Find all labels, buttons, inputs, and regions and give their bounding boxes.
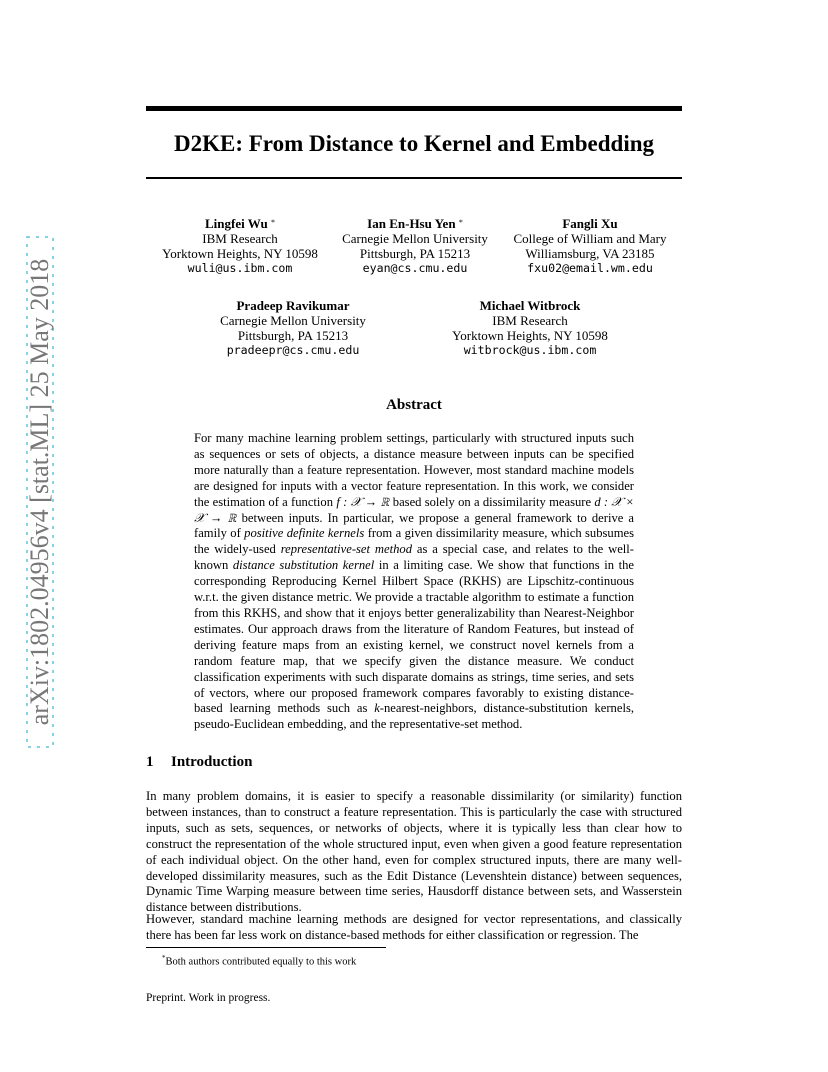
abstract-text: For many machine learning problem settings, particularly with structured inputs such as sequences or sets of objects, a distance measure between inputs can be specified more naturally than a feature representation. However, most standard machine models are designed for inputs with a vector feature representation. In this work, we consider the estimation of a function f : 𝒳 → ℝ based solely on a dissimilarity measure d : 𝒳 × 𝒳 → ℝ between inputs. In particular, we propose a general framework to derive a family of positive definite kernels from a given dissimilarity measure, which subsumes the widely-used representative-set method as a special case, and relates to the well-known distance substitution kernel in a limiting case. We show that functions in the corresponding Reproducing Kernel Hilbert Space (RKHS) are Lipschitz-continuous w.r.t. the given distance metric. We provide a tractable algorithm to estimate a function from this RKHS, and show that it enjoys better generalizability than Nearest-Neighbor estimates. Our approach draws from the literature of Random Features, but instead of deriving feature maps from an existing kernel, we construct novel kernels from a random feature map, that we specify given the distance measure. We conduct classification experiments with such disparate domains as strings, time series, and sets of vectors, where our proposed framework compares favorably to existing distance-based learning methods such as k-nearest-neighbors, distance-substitution kernels, pseudo-Euclidean embedding, and the representative-set method.	[194, 431, 635, 732]
title-bottom-rule	[146, 177, 682, 179]
title-top-rule	[146, 106, 682, 111]
author-affiliation: Carnegie Mellon University	[342, 231, 488, 246]
author-email: eyan@cs.cmu.edu	[362, 261, 468, 275]
author-address: Pittsburgh, PA 15213	[359, 246, 471, 261]
author-block	[499, 216, 681, 276]
author-name: Lingfei Wu *	[205, 216, 275, 231]
author-email: pradeepr@cs.cmu.edu	[226, 343, 360, 357]
author-name: Pradeep Ravikumar	[236, 298, 350, 313]
section-heading	[146, 753, 252, 771]
footnote: *Both authors contributed equally to this work	[162, 954, 357, 968]
paper-title: D2KE: From Distance to Kernel and Embedding	[173, 131, 655, 156]
author-email: fxu02@email.wm.edu	[527, 261, 653, 275]
author-block	[150, 216, 330, 276]
author-address: Yorktown Heights, NY 10598	[452, 328, 608, 343]
intro-paragraph: However, standard machine learning methods are designed for vector representations, and classically there has been far less work on distance-based methods for either classification or regression. The	[146, 912, 682, 942]
math-dissimilarity-signature: d : 𝒳 × 𝒳 → ℝ	[194, 494, 635, 525]
author-block	[203, 298, 383, 358]
emphasis-term: distance substitution kernel	[232, 558, 375, 573]
author-affiliation: College of William and Mary	[513, 231, 667, 246]
author-address: Yorktown Heights, NY 10598	[162, 246, 318, 261]
emphasis-term: representative-set method	[280, 542, 412, 557]
arxiv-identifier: arXiv:1802.04956v4 [stat.ML] 25 May 2018	[25, 258, 54, 726]
intro-paragraph: In many problem domains, it is easier to specify a reasonable dissimilarity (or similarity) function between instances, than to construct a feature representation. This is particularly the case with structured inputs, such as sets, sequences, or networks of objects, where it is typically less than clear how to construct the representation of the whole structured input, even when given a good feature representation of each individual object. On the other hand, even for complex structured inputs, there are many well-developed dissimilarity measures, such as the Edit Distance (Levenshtein distance) between sequences, Dynamic Time Warping measure between time series, Hausdorff distance between sets, and Wasserstein distance between distributions.	[146, 789, 682, 915]
abstract-heading: Abstract	[386, 397, 442, 413]
math-function-signature: f : 𝒳 → ℝ	[336, 494, 390, 509]
author-affiliation: IBM Research	[202, 231, 278, 246]
author-affiliation: Carnegie Mellon University	[220, 313, 366, 328]
author-block	[440, 298, 620, 358]
author-email: wuli@us.ibm.com	[187, 261, 293, 275]
author-address: Pittsburgh, PA 15213	[237, 328, 349, 343]
author-email: witbrock@us.ibm.com	[463, 343, 597, 357]
author-name: Michael Witbrock	[479, 298, 581, 313]
math-k: k	[374, 701, 380, 716]
author-name: Fangli Xu	[562, 216, 618, 231]
author-name: Ian En-Hsu Yen *	[367, 216, 463, 231]
author-affiliation: IBM Research	[492, 313, 568, 328]
author-address: Williamsburg, VA 23185	[525, 246, 655, 261]
footnote-rule	[146, 947, 386, 948]
preprint-notice: Preprint. Work in progress.	[146, 992, 271, 1004]
author-block	[325, 216, 505, 276]
emphasis-term: positive definite kernels	[244, 526, 365, 541]
section-title: Introduction	[171, 754, 253, 770]
section-number: 1	[146, 754, 154, 770]
